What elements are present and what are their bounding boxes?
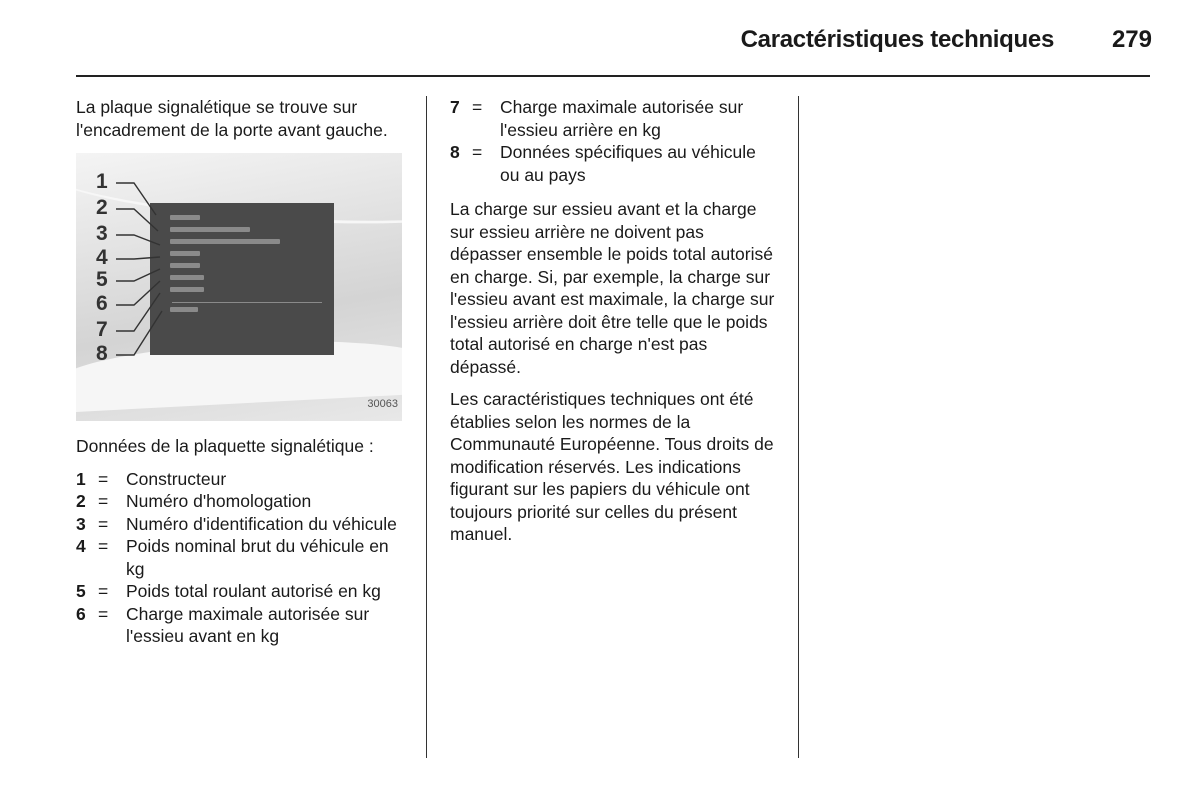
legend-item: 5 = Poids total roulant autorisé en kg [76, 581, 381, 601]
legend-item: 8 = Données spécifiques au véhicule ou au pays [450, 142, 756, 185]
figure-reference-number: 30063 [367, 397, 398, 410]
legend-title: Données de la plaquette signalétique : [76, 436, 374, 456]
header-rule [76, 75, 1150, 77]
callout-7: 7 [96, 318, 108, 341]
legend-list-middle [450, 96, 780, 186]
callout-1: 1 [96, 170, 108, 193]
legend-item: 3 = Numéro d'identification du véhicule [76, 513, 397, 534]
callout-3: 3 [96, 222, 108, 245]
column-divider-1 [426, 96, 427, 758]
legend-item: 6 = Charge maximale autorisée sur l'essieu avant en kg [76, 603, 370, 646]
legend-item: 7 = Charge maximale autorisée sur l'essieu arrière en kg [450, 97, 744, 140]
callout-2: 2 [96, 196, 108, 219]
callout-6: 6 [96, 292, 108, 315]
legend-item: 2 = Numéro d'homologation [76, 491, 312, 511]
specifications-paragraph: Les caractéristiques techniques ont été établies selon les normes de la Communauté Européenne. Tous droits de modification réservés. Les indications figurant sur les papiers du véhicule ont toujours priorité sur celles du présent manuel. [450, 389, 774, 544]
id-plate-figure [76, 153, 402, 421]
left-column [76, 96, 406, 648]
intro-text: La plaque signalétique se trouve sur l'encadrement de la porte avant gauche. [76, 97, 388, 140]
callout-4: 4 [96, 246, 108, 269]
callout-8: 8 [96, 342, 108, 365]
legend-item: 1 = Constructeur [76, 468, 227, 489]
callout-leader-lines [76, 153, 402, 421]
legend-list-left [76, 468, 406, 648]
axle-load-paragraph: La charge sur essieu avant et la charge sur essieu arrière ne doivent pas dépasser ensemble le poids total autorisé en charge. Si, par exemple, la charge sur l'essieu avant est maximale, la charge sur l'essieu arrière doit être telle que le poids total autorisé en charge n'est pas dépassé. [450, 199, 775, 377]
middle-column [450, 96, 780, 556]
page-number: 279 [1111, 26, 1152, 53]
column-divider-2 [798, 96, 799, 758]
legend-item: 4 = Poids nominal brut du véhicule en kg [76, 536, 389, 579]
callout-5: 5 [96, 268, 108, 291]
page-title: Caractéristiques techniques [740, 26, 1054, 53]
